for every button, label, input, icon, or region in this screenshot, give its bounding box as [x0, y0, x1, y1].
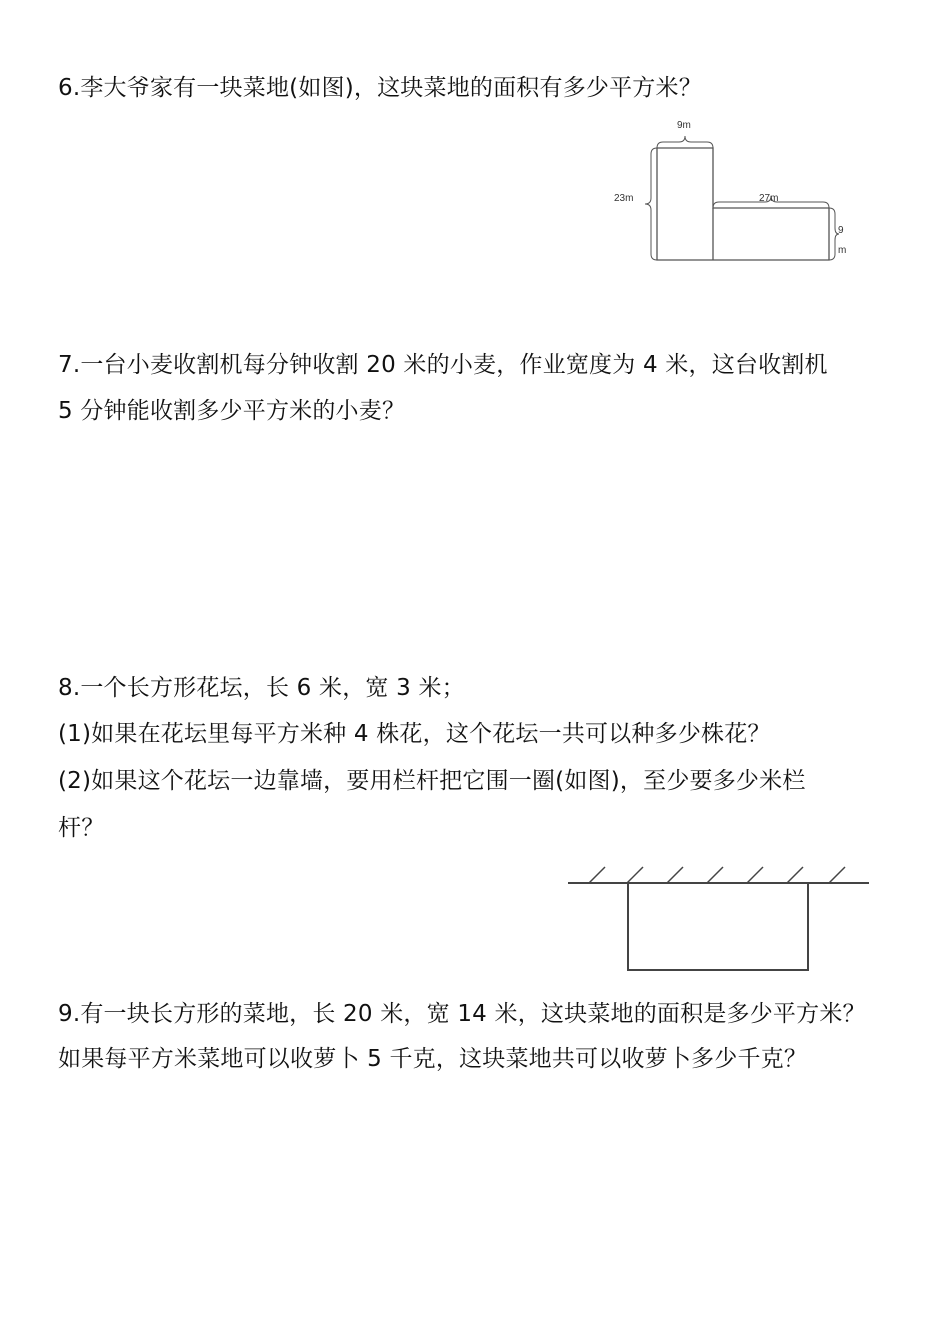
question-8-figure: [565, 862, 875, 977]
question-6-figure: [605, 112, 855, 272]
question-7-line-1: 7.一台小麦收割机每分钟收割 20 米的小麦，作业宽度为 4 米，这台收割机: [58, 352, 828, 378]
label-right-height-b: m: [838, 245, 847, 256]
flower-bed-rectangle: [628, 883, 808, 970]
question-8-line-3: (2)如果这个花坛一边靠墙，要用栏杆把它围一圈(如图)，至少要多少米栏: [58, 768, 806, 794]
question-9-line-1: 9.有一块长方形的菜地，长 20 米，宽 14 米，这块菜地的面积是多少平方米？: [58, 1001, 866, 1027]
question-8-line-2: (1)如果在花坛里每平方米种 4 株花，这个花坛一共可以种多少株花？: [58, 721, 771, 747]
question-9-line-2: 如果每平方米菜地可以收萝卜 5 千克，这块菜地共可以收萝卜多少千克？: [58, 1046, 808, 1072]
wall-hatching: [589, 867, 845, 883]
left-brace: [645, 148, 657, 260]
l-shape-outline: [657, 148, 829, 260]
label-left-height: 23m: [614, 193, 634, 204]
question-8-line-4: 杆？: [58, 815, 105, 841]
label-top-width: 9m: [677, 120, 691, 131]
question-7-line-2: 5 分钟能收割多少平方米的小麦？: [58, 398, 406, 424]
label-bottom-length: 27m: [759, 193, 779, 204]
question-8-line-1: 8.一个长方形花坛，长 6 米，宽 3 米；: [58, 675, 465, 701]
label-right-height-a: 9: [838, 225, 844, 236]
top-brace: [657, 136, 713, 148]
question-6-text: 6.李大爷家有一块菜地(如图)，这块菜地的面积有多少平方米？: [58, 75, 702, 101]
